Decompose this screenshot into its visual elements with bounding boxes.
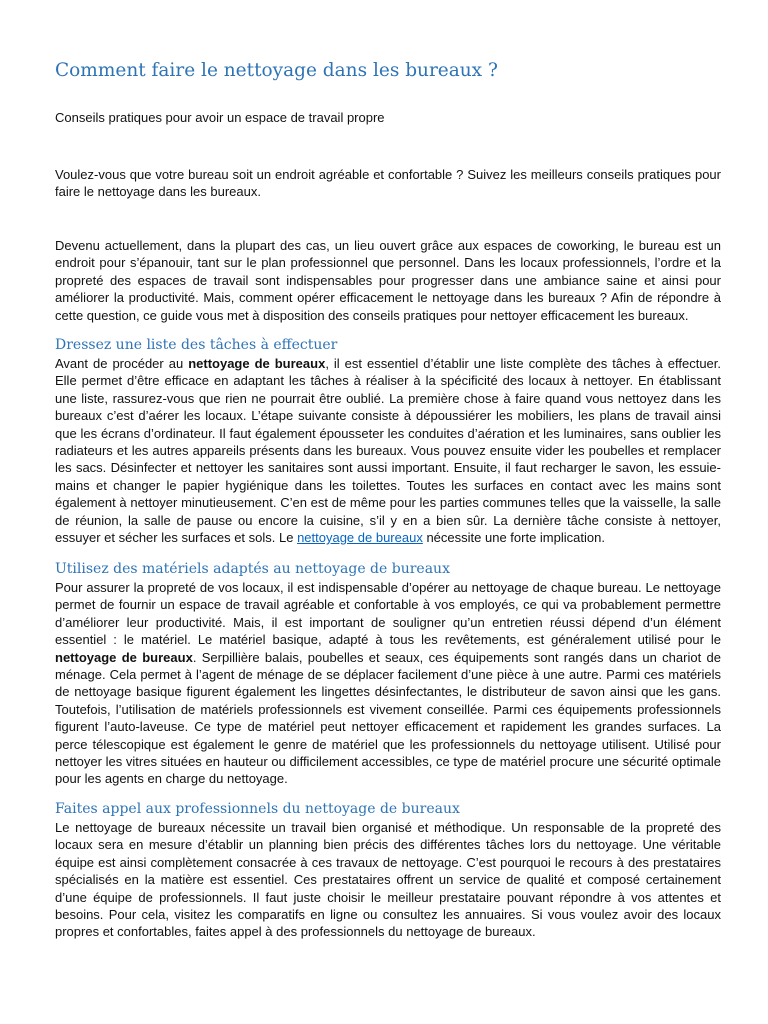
section-1-text-middle: , il est essentiel d’établir une liste complète des tâches à effectuer. Elle permet d’être efficace en adaptant les tâches à réaliser à la spécificité des locaux à nettoyer. En établissant une liste, rassurez-vous que rien ne pourrait être oublié. La première chose à faire quand vous nettoyez dans les bureaux c’est d’aérer les locaux. L’étape suivante consiste à dépoussiérer les mobiliers, les plans de travail ainsi que les écrans d’ordinateur. Il faut également épousseter les conduites d’aération et les luminaires, sans oublier les radiateurs et les autres appareils présents dans les bureaux. Vous pouvez ensuite vider les poubelles et remplacer les sacs. Désinfecter et nettoyer les sanitaires sont aussi important. Ensuite, il faut recharger le savon, les essuie-mains et changer le papier hygiénique dans les toilettes. Toutes les surfaces en contact avec les mains sont également à nettoyer minutieusement. C’en est de même pour les parties communes telles que la vaisselle, la salle de réunion, la salle de pause ou encore la cuisine, s’il y en a bien sûr. La dernière tâche consiste à nettoyer, essuyer et sécher les surfaces et sols. Le (55, 356, 722, 546)
intro-paragraph: Voulez-vous que votre bureau soit un endroit agréable et confortable ? Suivez les meilleurs conseils pratiques pour faire le nettoyage dans les bureaux. (55, 167, 721, 200)
section-1-bold-keyword: nettoyage de bureaux (188, 356, 326, 371)
section-1-paragraph (55, 355, 721, 546)
document-subtitle: Conseils pratiques pour avoir un espace de travail propre (55, 110, 385, 125)
nettoyage-bureaux-link[interactable]: nettoyage de bureaux (297, 530, 423, 546)
document-title: Comment faire le nettoyage dans les bureaux ? (55, 60, 498, 81)
section-2-heading: Utilisez des matériels adaptés au nettoyage de bureaux (55, 561, 450, 577)
section-2-text-start: Pour assurer la propreté de vos locaux, il est indispensable d’opérer au nettoyage de chaque bureau. Le nettoyage permet de fournir un espace de travail agréable et confortable à vos employés, ce qui va probablement permettre d’améliorer leur productivité. Mais, il est important de souligner qu’un entretien réussi dépend d’un élément essentiel : le matériel. Le matériel basique, adapté à tous les revêtements, est généralement utilisé pour le (55, 580, 721, 648)
section-3-paragraph: Le nettoyage de bureaux nécessite un travail bien organisé et méthodique. Un responsable de la propreté des locaux sera en mesure d’établir un planning bien précis des différentes tâches lors du nettoyage. Une véritable équipe est ainsi complètement consacrée à ces travaux de nettoyage. C’est pourquoi le recours à des prestataires spécialisés en la matière est essentiel. Ces prestataires offrent un service de qualité et composé certainement d’une équipe de professionnels. Il faut juste choisir le meilleur prestataire pouvant répondre à vos attentes et besoins. Pour cela, visitez les comparatifs en ligne ou consultez les annuaires. Si vous voulez avoir des locaux propres et confortables, faites appel à des professionnels du nettoyage de bureaux. (55, 820, 721, 940)
section-1-heading: Dressez une liste des tâches à effectuer (55, 337, 338, 353)
section-1-text-start: Avant de procéder au (55, 356, 189, 371)
section-3-heading: Faites appel aux professionnels du nettoyage de bureaux (55, 801, 460, 817)
paragraph-1: Devenu actuellement, dans la plupart des cas, un lieu ouvert grâce aux espaces de coworking, le bureau est un endroit pour s’épanouir, tant sur le plan professionnel que personnel. Dans les locaux professionnels, l’ordre et la propreté des espaces de travail sont indispensables pour progresser dans une ambiance saine et ainsi pour améliorer la productivité. Mais, comment opérer efficacement le nettoyage dans les bureaux ? Afin de répondre à cette question, ce guide vous met à disposition des conseils pratiques pour nettoyer efficacement les bureaux. (55, 238, 721, 323)
section-2-paragraph (55, 579, 721, 788)
section-1-text-end: nécessite une forte implication. (422, 530, 605, 546)
section-2-text-end: . Serpillière balais, poubelles et seaux, ces équipements sont rangés dans un chariot de ménage. Cela permet à l’agent de ménage de se déplacer facilement d’une pièce à une autre. Parmi ces matériels de nettoyage basique figurent également les lingettes désinfectantes, le distributeur de savon ainsi que les gans. Toutefois, l’utilisation de matériels professionnels est vivement conseillée. Parmi ces équipements professionnels figurent l’auto-laveuse. Ce type de matériel peut nettoyer efficacement et rapidement les grandes surfaces. La perce télescopique est également le genre de matériel que les professionnels du nettoyage utilisent. Utilisé pour nettoyer les vitres situées en hauteur ou difficilement accessibles, ce type de matériel procure une sécurité optimale pour les agents en charge du nettoyage. (55, 649, 721, 787)
section-2-bold-keyword: nettoyage de bureaux (55, 649, 193, 665)
